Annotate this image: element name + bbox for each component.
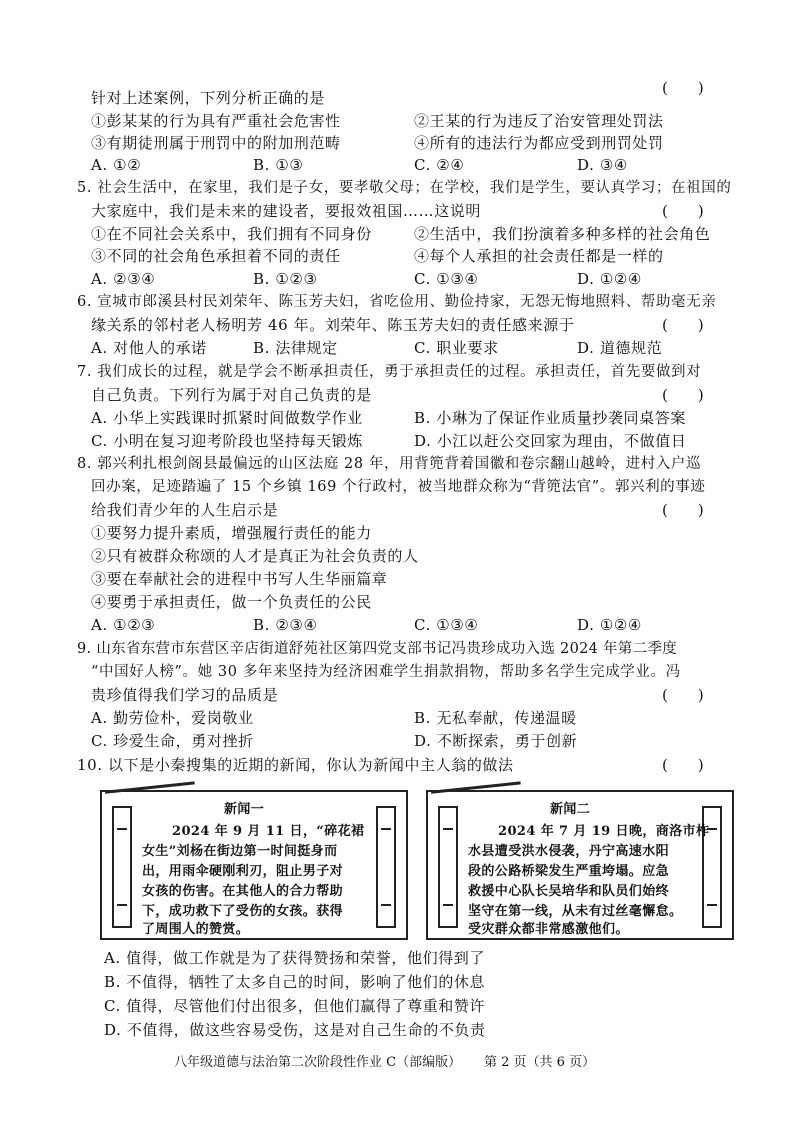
news-2-line-6: 受灾群众都非常感激他们。	[468, 922, 629, 937]
q7-choice-a: A. 小华上实践课时抓紧时间做数学作业	[91, 409, 363, 427]
q9-choice-d: D. 不断探索，勇于创新	[414, 732, 578, 750]
q8-stem-line-3: 给我们青少年的人生启示是	[91, 501, 279, 519]
q5-choice-b: B. ①②③	[253, 270, 318, 288]
news-1-line-3: 出，用雨伞硬刚利刃，阻止男子对	[142, 864, 344, 879]
news-2-line-5: 坚守在第一线，从未有过丝毫懈怠。	[468, 904, 683, 919]
q7-choice-d: D. 小江以赶公交回家为理由，不做值日	[414, 432, 687, 450]
lattice-frame-left	[438, 806, 458, 928]
q5-option-1: ①在不同社会关系中，我们拥有不同身份	[91, 225, 372, 243]
q8-choice-c: C. ①③④	[414, 616, 479, 634]
q6-choice-b: B. 法律规定	[253, 339, 338, 357]
news-2-line-2: 水县遭受洪水侵袭，丹宁高速水阳	[468, 844, 670, 859]
lattice-frame-left	[112, 806, 132, 928]
q6-stem-line-1: 6. 宣城市郎溪县村民刘荣年、陈玉芳夫妇，省吃俭用、勤俭持家，无怨无悔地照料、帮助毫无亲	[77, 294, 717, 310]
q7-stem-line-2: 自己负责。下列行为属于对自己负责的是	[91, 386, 372, 404]
q5-choice-c: C. ①③④	[414, 270, 479, 288]
news-1-line-2: 女生”刘杨在街边第一时间挺身而	[142, 844, 338, 859]
q6-choice-c: C. 职业要求	[414, 339, 499, 357]
q5-option-3: ③不同的社会角色承担着不同的责任	[91, 247, 341, 265]
news-1-line-1: 2024 年 9 月 11 日，“碎花裙	[172, 824, 365, 839]
q10-choice-c: C. 值得，尽管他们付出很多，但他们赢得了尊重和赞许	[104, 997, 486, 1015]
q7-choice-c: C. 小明在复习迎考阶段也坚持每天锻炼	[91, 432, 363, 450]
q4-choice-d: D. ③④	[577, 156, 628, 174]
q9-stem-line-1: 9. 山东省东营市东营区辛店街道舒苑社区第四党支部书记冯贵珍成功入选 2024 年第二季度	[77, 641, 678, 657]
q8-option-1: ①要努力提升素质，增强履行责任的能力	[91, 524, 372, 542]
q8-choice-b: B. ②③④	[253, 616, 318, 634]
q8-option-4: ④要勇于承担责任，做一个负责任的公民	[91, 593, 372, 611]
q4-answer-paren: ( )	[662, 79, 704, 97]
q6-answer-paren: ( )	[662, 316, 704, 334]
q6-stem-line-2: 缘关系的邻村老人杨明芳 46 年。刘荣年、陈玉芳夫妇的责任感来源于	[91, 316, 575, 334]
q9-choice-c: C. 珍爱生命，勇对挫折	[91, 732, 254, 750]
q8-answer-paren: ( )	[662, 501, 704, 519]
news-2-line-4: 救援中心队长吴培华和队员们始终	[468, 884, 670, 899]
q8-choice-a: A. ①②③	[91, 616, 156, 634]
q8-stem-line-1: 8. 郭兴利扎根剑阁县最偏远的山区法庭 28 年，用背篼背着国徽和卷宗翻山越岭，进村入户巡	[77, 456, 702, 472]
footer-exam-title: 八年级道德与法治第二次阶段性作业 C（部编版）	[174, 1055, 462, 1070]
q8-option-3: ③要在奉献社会的进程中书写人生华丽篇章	[91, 570, 388, 588]
q10-choice-d: D. 不值得，做这些容易受伤，这是对自己生命的不负责	[104, 1021, 486, 1039]
news-1-box	[100, 790, 408, 940]
q9-choice-b: B. 无私奉献，传递温暖	[414, 709, 577, 727]
news-1-line-5: 下，成功救下了受伤的女孩。获得	[142, 904, 344, 919]
news-2-line-3: 段的公路桥梁发生严重垮塌。应急	[468, 864, 670, 879]
news-1-title: 新闻一	[224, 802, 265, 817]
q4-stem: 针对上述案例，下列分析正确的是	[91, 89, 326, 107]
q6-choice-a: A. 对他人的承诺	[91, 339, 207, 357]
q6-choice-d: D. 道德规范	[577, 339, 663, 357]
q5-option-4: ④每个人承担的社会责任都是一样的	[414, 247, 664, 265]
news-2-box	[426, 790, 734, 940]
q5-choice-a: A. ②③④	[91, 270, 156, 288]
q7-choice-b: B. 小琳为了保证作业质量抄袭同桌答案	[414, 409, 686, 427]
news-1-line-6: 了周围人的赞赏。	[142, 922, 250, 937]
q4-choice-b: B. ①③	[253, 156, 304, 174]
q4-choice-c: C. ②④	[414, 156, 465, 174]
q4-option-4: ④所有的违法行为都应受到刑罚处罚	[414, 134, 664, 152]
q5-stem-line-2: 大家庭中，我们是未来的建设者，要报效祖国……这说明	[91, 202, 482, 220]
q5-option-2: ②生活中，我们扮演着多种多样的社会角色	[414, 225, 711, 243]
q5-choice-d: D. ①②④	[577, 270, 642, 288]
q5-answer-paren: ( )	[662, 202, 704, 220]
q9-stem-line-3: 贵珍值得我们学习的品质是	[91, 686, 279, 704]
q10-stem: 10. 以下是小秦搜集的近期的新闻，你认为新闻中主人翁的做法	[77, 756, 514, 774]
q8-choice-d: D. ①②④	[577, 616, 642, 634]
q7-stem-line-1: 7. 我们成长的过程，就是学会不断承担责任，勇于承担责任的过程。承担责任，首先要做到对	[77, 364, 702, 380]
q10-choice-a: A. 值得，做工作就是为了获得赞扬和荣誉，他们得到了	[104, 949, 485, 967]
q7-answer-paren: ( )	[662, 386, 704, 404]
q8-stem-line-2: 回办案，足迹踏遍了 15 个乡镇 169 个行政村，被当地群众称为“背篼法官”。郭兴利的事迹	[91, 479, 706, 495]
news-2-line-1: 2024 年 7 月 19 日晚，商洛市柞	[498, 824, 710, 839]
q8-option-2: ②只有被群众称颂的人才是真正为社会负责的人	[91, 547, 419, 565]
q9-choice-a: A. 勤劳俭朴，爱岗敬业	[91, 709, 254, 727]
q4-choice-a: A. ①②	[91, 156, 142, 174]
q4-option-1: ①彭某某的行为具有严重社会危害性	[91, 112, 341, 130]
q4-option-2: ②王某的行为违反了治安管理处罚法	[414, 112, 664, 130]
q9-answer-paren: ( )	[662, 686, 704, 704]
lattice-frame-right	[376, 806, 396, 928]
q10-choice-b: B. 不值得，牺牲了太多自己的时间，影响了他们的休息	[104, 973, 486, 991]
news-1-line-4: 女孩的伤害。在其他人的合力帮助	[142, 884, 344, 899]
news-2-title: 新闻二	[550, 802, 591, 817]
footer-page-number: 第 2 页（共 6 页）	[484, 1055, 596, 1070]
q10-answer-paren: ( )	[662, 756, 704, 774]
q9-stem-line-2: “中国好人榜”。她 30 多年来坚持为经济困难学生捐款捐物，帮助多名学生完成学业。冯	[91, 664, 681, 680]
q4-option-3: ③有期徒刑属于刑罚中的附加刑范畴	[91, 134, 341, 152]
q5-stem-line-1: 5. 社会生活中，在家里，我们是子女，要孝敬父母；在学校，我们是学生，要认真学习；在祖国的	[77, 180, 732, 196]
